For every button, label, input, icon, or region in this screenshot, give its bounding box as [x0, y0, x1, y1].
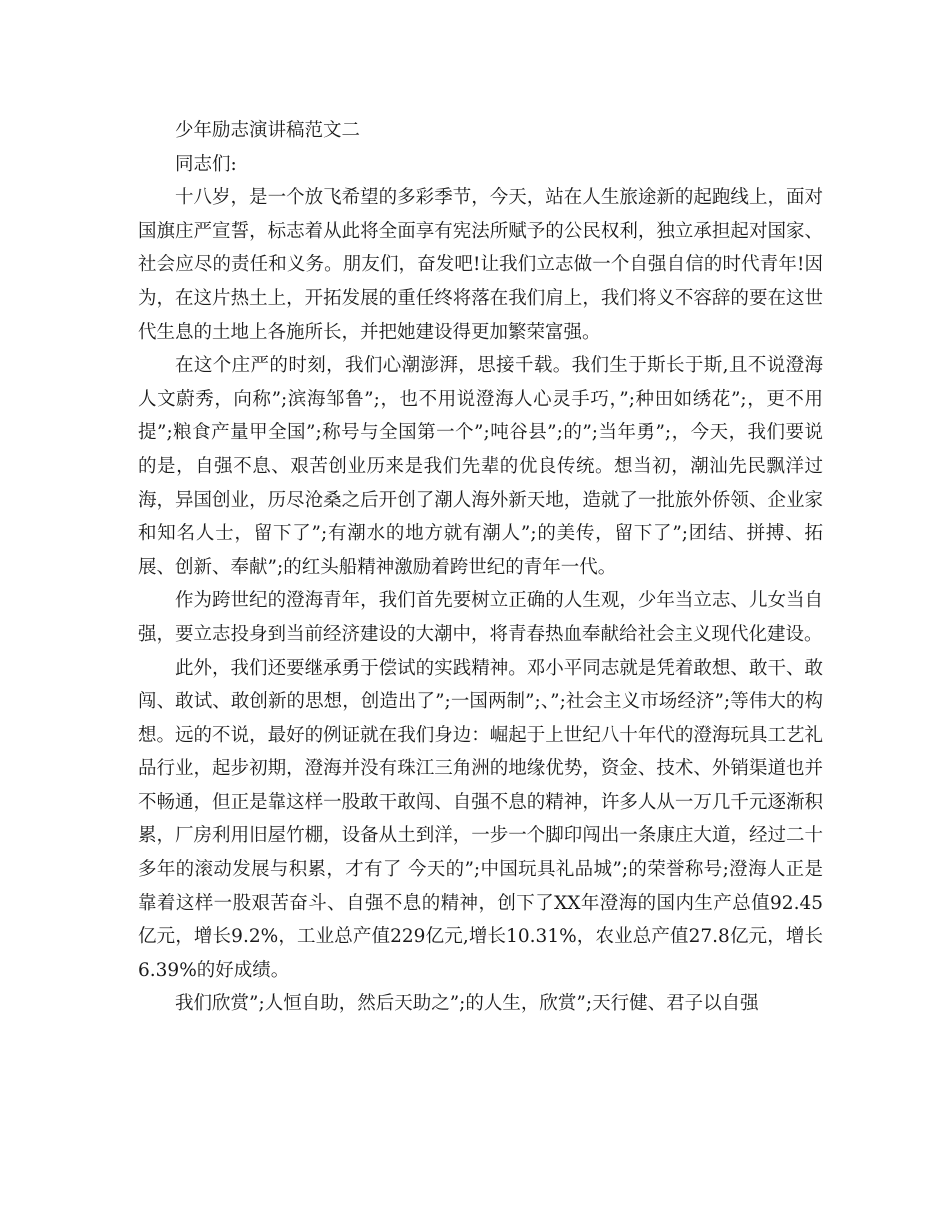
- document-body: [138, 114, 823, 1021]
- paragraph-3: 作为跨世纪的澄海青年，我们首先要树立正确的人生观，少年当立志、儿女当自强，要立志投身到当前经济建设的大潮中，将青春热血奉献给社会主义现代化建设。: [138, 590, 823, 645]
- paragraph-4: 此外，我们还要继承勇于偿试的实践精神。邓小平同志就是凭着敢想、敢干、敢闯、敢试、敢创新的思想，创造出了”;一国两制”;、”;社会主义市场经济”;等伟大的构想。远的不说，最好的例证就在我们身边：崛起于上世纪八十年代的澄海玩具工艺礼品行业，起步初期，澄海并没有珠江三角洲的地缘优势，资金、技术、外销渠道也并不畅通，但正是靠这样一股敢干敢闯、自强不息的精神，许多人从一万几千元逐渐积累，厂房利用旧屋竹棚，设备从土到洋，一步一个脚印闯出一条康庄大道，经过二十多年的滚动发展与积累，才有了 今天的”;中国玩具礼品城”;的荣誉称号;澄海人正是靠着这样一股艰苦奋斗、自强不息的精神，创下了XX年澄海的国内生产总值92.45亿元，增长9.2%，工业总产值229亿元,增长10.31%，农业总产值27.8亿元，增长6.39%的好成绩。: [138, 657, 823, 981]
- salutation: 同志们:: [175, 153, 237, 175]
- paragraph-2: 在这个庄严的时刻，我们心潮澎湃，思接千载。我们生于斯长于斯,且不说澄海人文蔚秀，向称”;滨海邹鲁”;，也不用说澄海人心灵手巧，”;种田如绣花”;，更不用提”;粮食产量甲全国”;称号与全国第一个”;吨谷县”;的”;当年勇”;，今天，我们要说的是，自强不息、艰苦创业历来是我们先辈的优良传统。想当初，潮汕先民飘洋过海，异国创业，历尽沧桑之后开创了潮人海外新天地，造就了一批旅外侨领、企业家和知名人士，留下了”;有潮水的地方就有潮人”;的美传，留下了”;团结、拼搏、拓展、创新、奉献”;的红头船精神激励着跨世纪的青年一代。: [138, 355, 823, 578]
- paragraph-5: 我们欣赏”;人恒自助，然后天助之”;的人生，欣赏”;天行健、君子以自强: [175, 993, 759, 1015]
- document-title: 少年励志演讲稿范文二: [175, 120, 361, 141]
- paragraph-1: 十八岁，是一个放飞希望的多彩季节，今天，站在人生旅途新的起跑线上，面对国旗庄严宣誓，标志着从此将全面享有宪法所赋予的公民权利，独立承担起对国家、社会应尽的责任和义务。朋友们，奋发吧!让我们立志做一个自强自信的时代青年!因为，在这片热土上，开拓发展的重任终将落在我们肩上，我们将义不容辞的要在这世代生息的土地上各施所长，并把她建设得更加繁荣富强。: [138, 187, 823, 343]
